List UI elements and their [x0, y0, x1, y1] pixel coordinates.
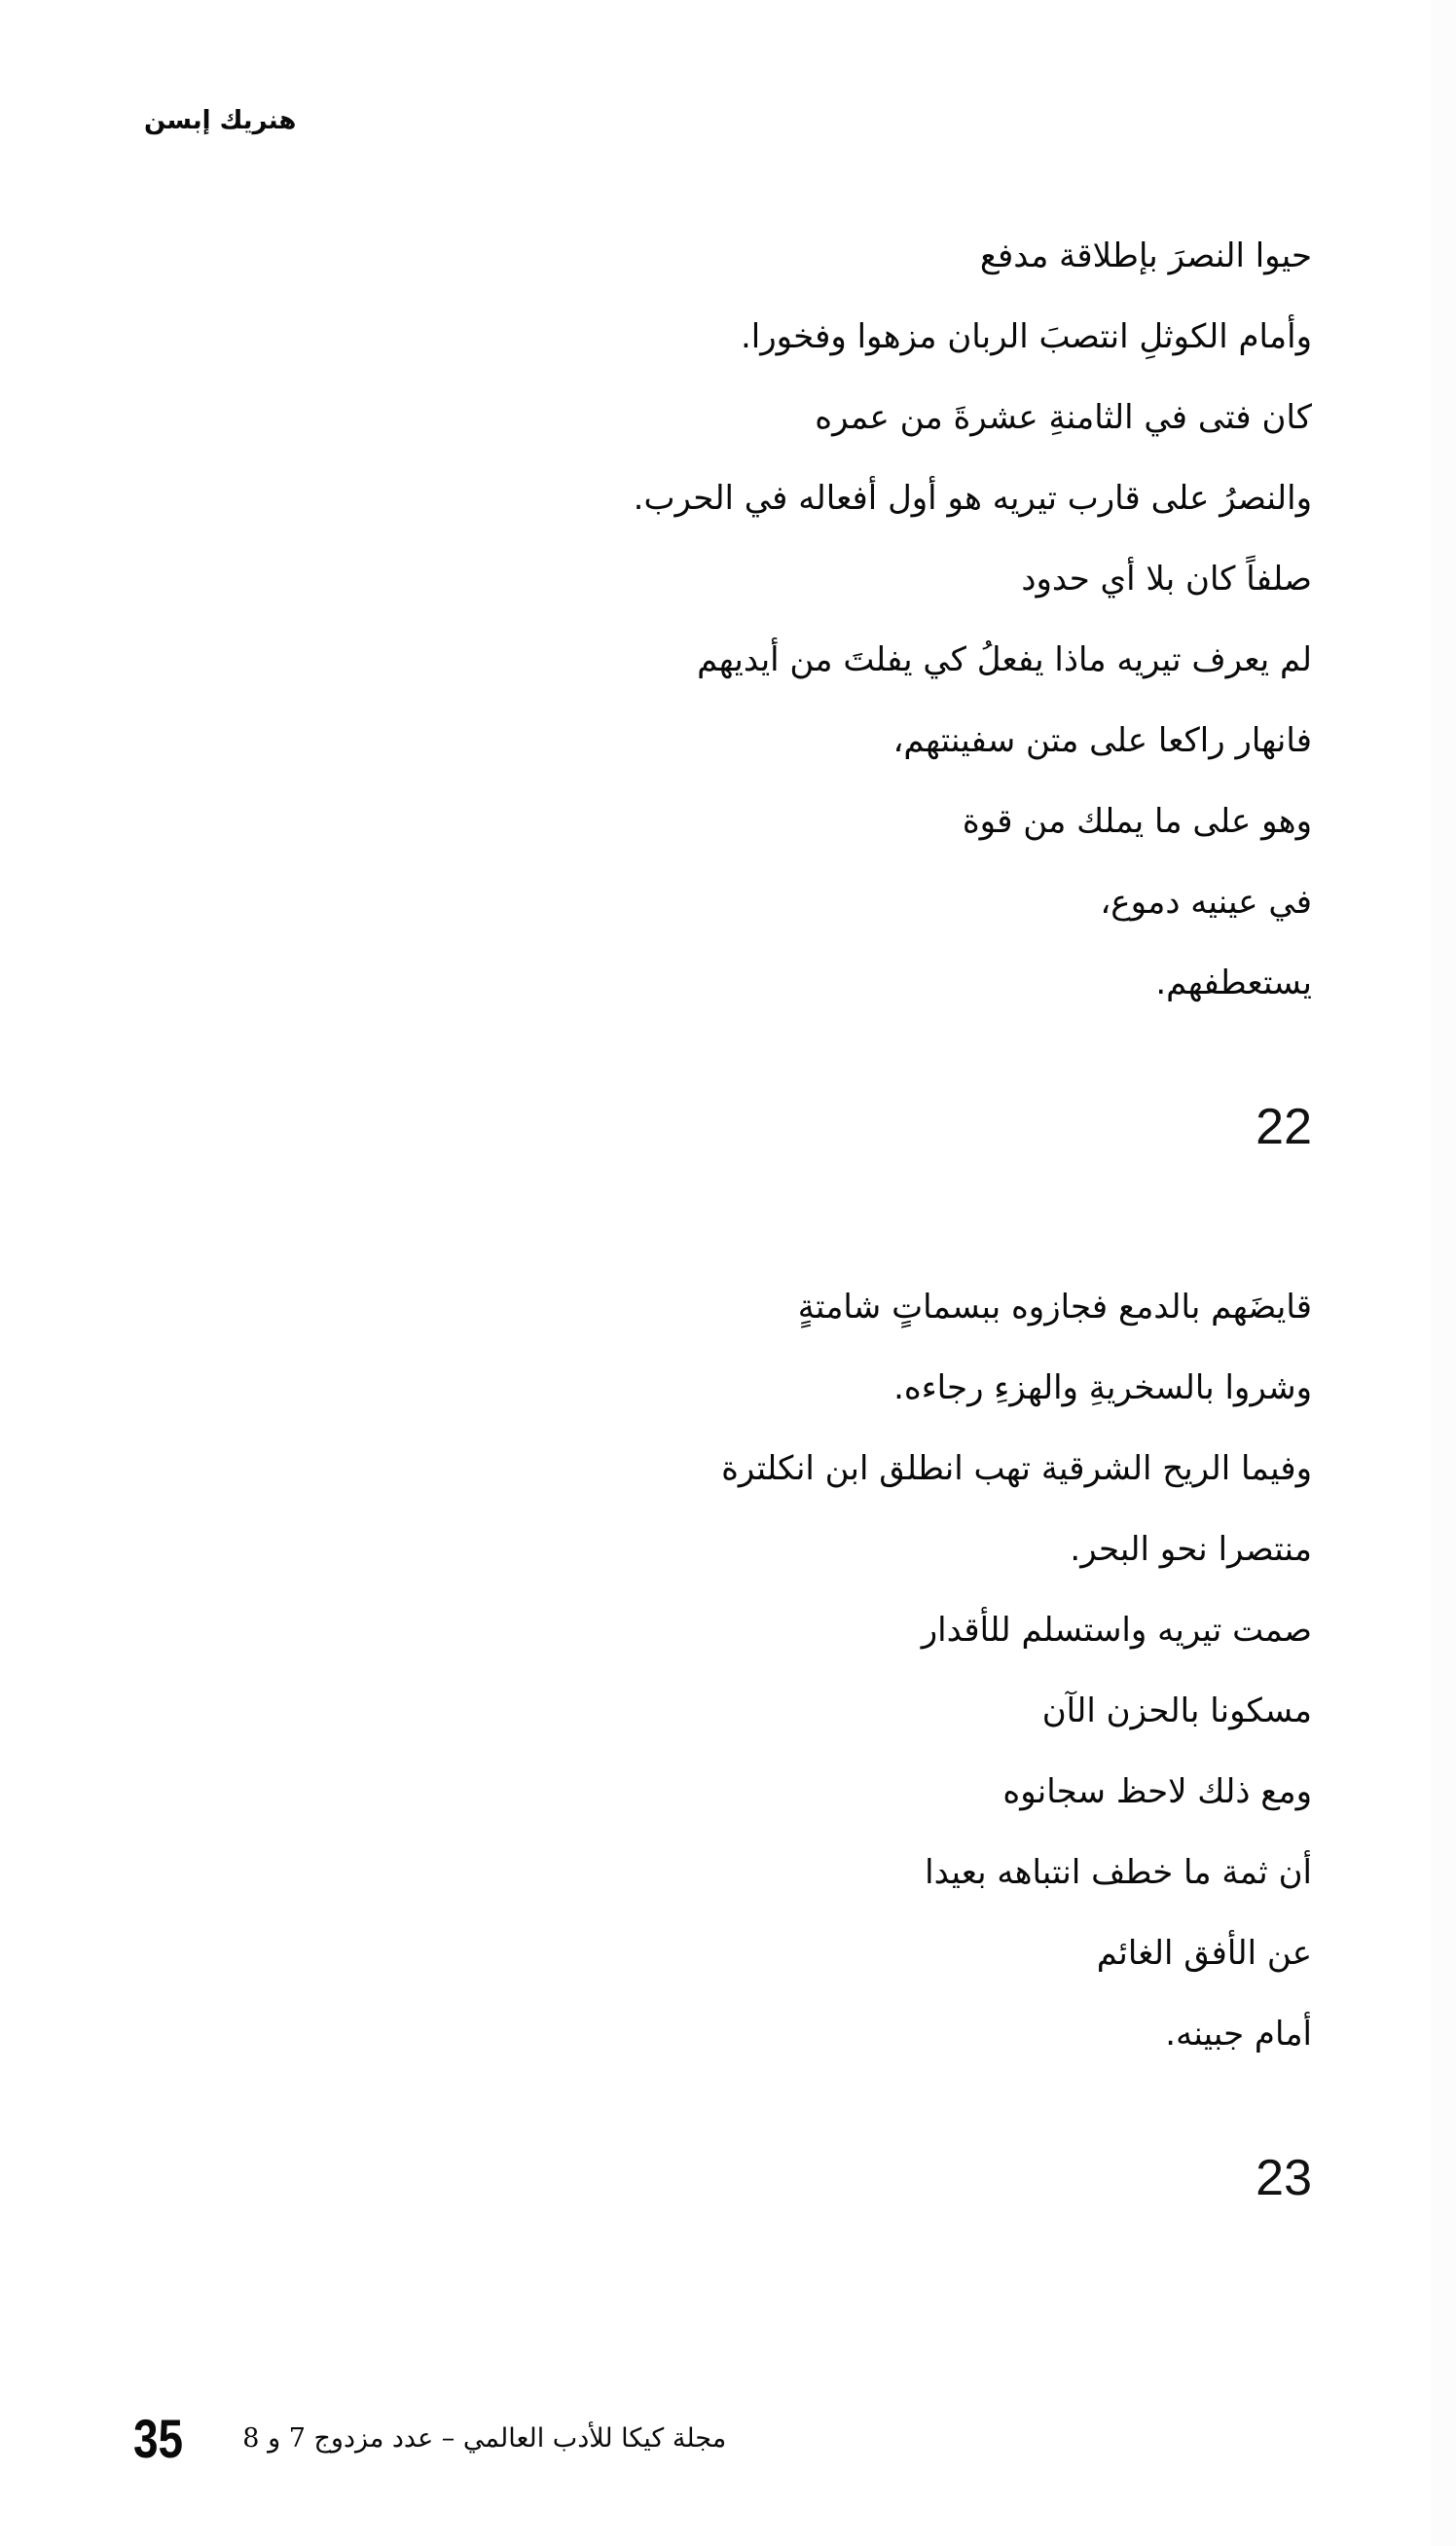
verse-line: وأمام الكوثلِ انتصبَ الربان مزهوا وفخورا.	[740, 317, 1312, 356]
section-number: 23	[1256, 2150, 1312, 2206]
page-footer	[133, 2408, 726, 2470]
verse-line: أمام جبينه.	[1165, 2015, 1312, 2054]
stanza-22	[721, 1267, 1312, 2075]
verse-line: صلفاً كان بلا أي حدود	[1021, 560, 1312, 599]
verse-line: مسكونا بالحزن الآن	[1041, 1691, 1312, 1730]
verse-line: وهو على ما يملك من قوة	[962, 802, 1312, 841]
verse-line: قايضَهم بالدمع فجازوه ببسماتٍ شامتةٍ	[797, 1288, 1312, 1327]
verse-line: وفيما الريح الشرقية تهب انطلق ابن انكلترة	[721, 1449, 1312, 1488]
page-number: 35	[133, 2408, 184, 2469]
verse-line: فانهار راكعا على متن سفينتهم،	[892, 721, 1312, 760]
running-head-author: هنريك إبسن	[144, 106, 297, 135]
verse-line: في عينيه دموع،	[1100, 883, 1312, 922]
verse-line: صمت تيريه واستسلم للأقدار	[921, 1611, 1312, 1650]
section-number: 22	[1256, 1099, 1312, 1155]
page-edge-shadow	[1431, 0, 1456, 2546]
verse-line: أن ثمة ما خطف انتباهه بعيدا	[925, 1853, 1312, 1892]
verse-line: حيوا النصرَ بإطلاقة مدفع	[979, 236, 1312, 275]
verse-line: عن الأفق الغائم	[1096, 1934, 1312, 1973]
stanza-21	[634, 216, 1312, 1024]
verse-line: وشروا بالسخريةِ والهزءِ رجاءه.	[893, 1368, 1312, 1407]
verse-line: ومع ذلك لاحظ سجانوه	[1002, 1772, 1312, 1811]
verse-line: كان فتى في الثامنةِ عشرةَ من عمره	[815, 398, 1312, 437]
verse-line: والنصرُ على قارب تيريه هو أول أفعاله في الحرب.	[633, 479, 1312, 518]
verse-line: منتصرا نحو البحر.	[1070, 1530, 1312, 1569]
verse-line: لم يعرف تيريه ماذا يفعلُ كي يفلتَ من أيديهم	[697, 640, 1312, 679]
journal-title: مجلة كيكا للأدب العالمي – عدد مزدوج 7 و 8	[242, 2423, 727, 2454]
verse-line: يستعطفهم.	[1155, 964, 1312, 1002]
